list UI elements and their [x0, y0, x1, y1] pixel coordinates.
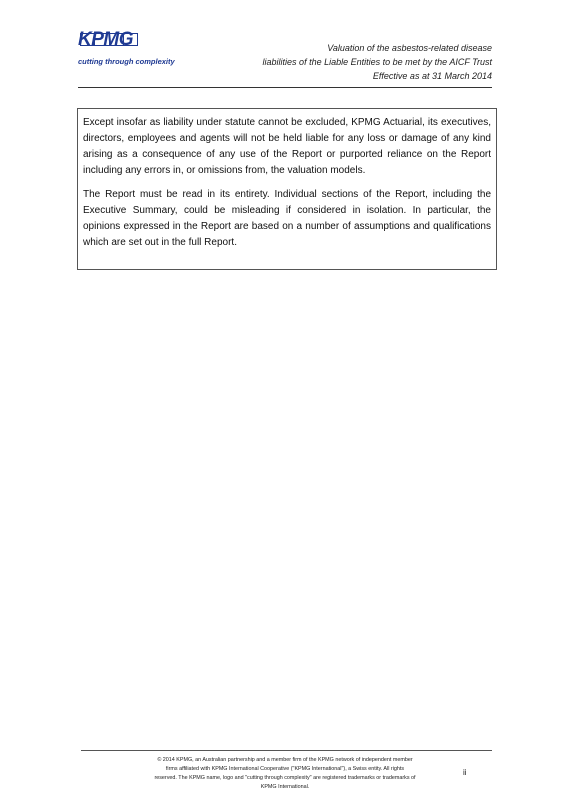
header-title-line-2: liabilities of the Liable Entities to be met by the AICF Trust — [262, 57, 492, 67]
page-number: ii — [463, 768, 467, 777]
header-divider — [78, 87, 492, 88]
kpmg-logo-tagline: cutting through complexity — [78, 57, 175, 66]
header-title-line-1: Valuation of the asbestos-related disease — [327, 43, 492, 53]
disclaimer-paragraph-1: Except insofar as liability under statute cannot be excluded, KPMG Actuarial, its executives, directors, employees and agents will not be held liable for any loss or damage of any kind arising as a consequence of any use of the Report or purported reliance on the Report including any errors in, or omissions from, the valuation models. — [83, 117, 491, 176]
footer-line-2: firms affiliated with KPMG International Cooperative ("KPMG International"), a Swiss entity. All rights — [165, 766, 405, 772]
kpmg-logo-word: KPMG — [78, 29, 133, 50]
header-title-line-3: Effective as at 31 March 2014 — [372, 71, 492, 81]
footer-line-3: reserved. The KPMG name, logo and "cutting through complexity" are registered trademarks or trademarks of — [154, 775, 416, 781]
disclaimer-paragraph-2: The Report must be read in its entirety. Individual sections of the Report, including the Executive Summary, could be misleading if considered in isolation. In particular, the opinions expressed in the Report are based on a number of assumptions and qualifications which are set out in the full Report. — [83, 189, 491, 248]
footer-copyright — [130, 756, 440, 792]
footer-line-4: KPMG International. — [260, 784, 310, 790]
footer-divider — [81, 750, 492, 751]
footer-line-1: © 2014 KPMG, an Australian partnership and a member firm of the KPMG network of independent member — [157, 757, 413, 763]
document-header-title — [192, 41, 492, 83]
kpmg-logo — [78, 30, 188, 70]
disclaimer-box — [77, 108, 497, 270]
